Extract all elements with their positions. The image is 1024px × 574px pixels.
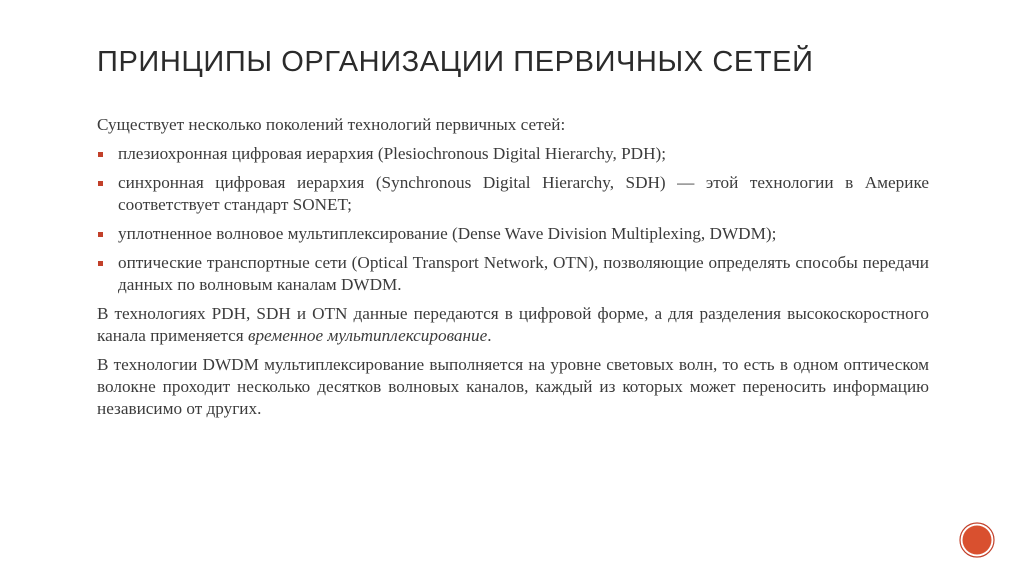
technology-list xyxy=(97,143,929,296)
paragraph-text: В технологиях PDH, SDH и OTN данные передаются в цифровой форме, а для разделения высокоскоростного канала применяется xyxy=(97,304,929,345)
square-bullet-icon xyxy=(98,261,103,266)
list-item xyxy=(97,172,929,216)
square-bullet-icon xyxy=(98,152,103,157)
list-item-text: плезиохронная цифровая иерархия (Plesiochronous Digital Hierarchy, PDH); xyxy=(118,144,667,163)
badge-fill-circle xyxy=(963,526,992,555)
list-item-text: синхронная цифровая иерархия (Synchronous Digital Hierarchy, SDH) — этой технологии в Америке соответствует стандарт SONET; xyxy=(118,173,929,214)
paragraph-text-end: . xyxy=(487,326,492,345)
paragraph-multiplexing xyxy=(97,303,929,347)
slide-content xyxy=(97,114,929,427)
page-badge xyxy=(959,522,995,558)
list-item xyxy=(97,223,929,245)
list-item-text: уплотненное волновое мультиплексирование (Dense Wave Division Multiplexing, DWDM); xyxy=(118,224,777,243)
square-bullet-icon xyxy=(98,232,103,237)
intro-text: Существует несколько поколений технологий первичных сетей: xyxy=(97,115,566,134)
list-item xyxy=(97,252,929,296)
slide-title: ПРИНЦИПЫ ОРГАНИЗАЦИИ ПЕРВИЧНЫХ СЕТЕЙ xyxy=(97,46,814,78)
list-item xyxy=(97,143,929,165)
square-bullet-icon xyxy=(98,181,103,186)
emphasis-term: временное мультиплексирование xyxy=(247,326,488,345)
list-item-text: оптические транспортные сети (Optical Transport Network, OTN), позволяющие определять способы передачи данных по волновым каналам DWDM. xyxy=(118,253,929,294)
paragraph-dwdm: В технологии DWDM мультиплексирование выполняется на уровне световых волн, то есть в одном оптическом волокне проходит несколько десятков волновых каналов, каждый из которых может переносить информацию независимо от других. xyxy=(97,355,929,418)
